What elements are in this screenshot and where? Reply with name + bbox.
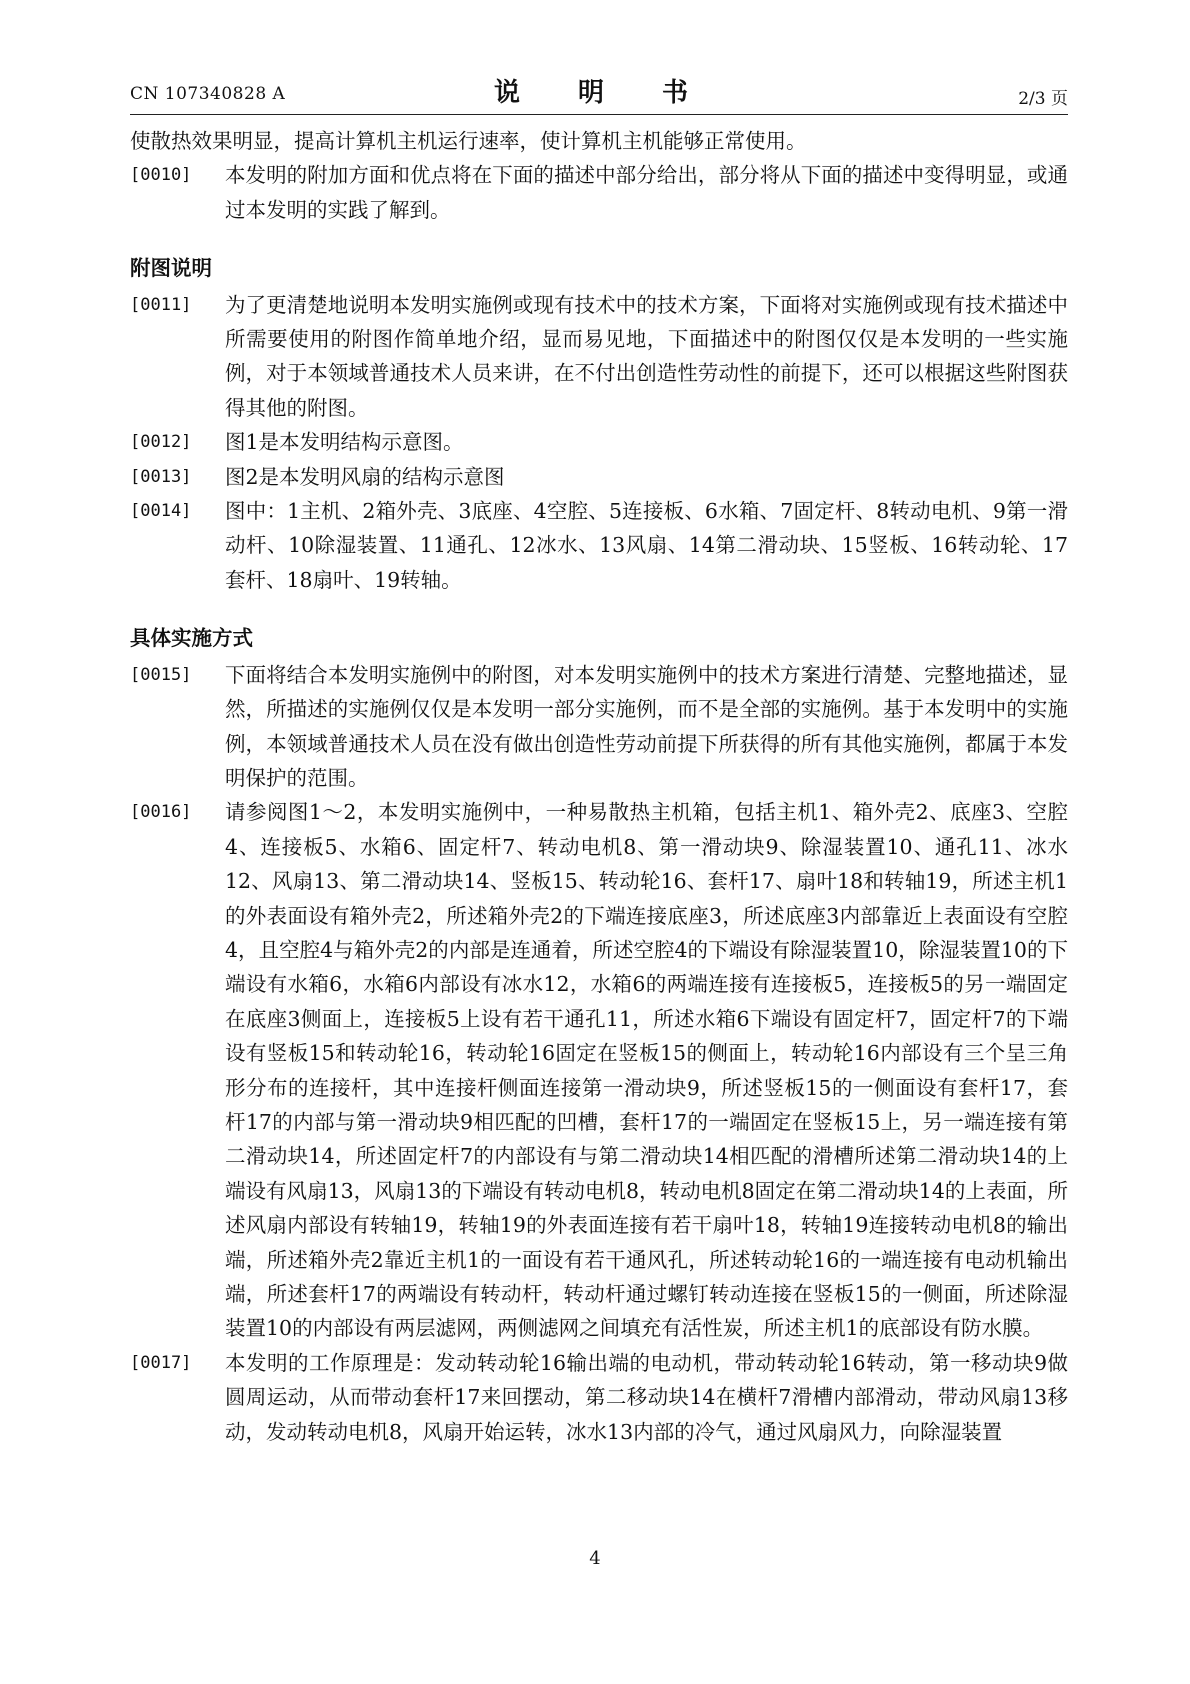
intro-continuation: 使散热效果明显，提高计算机主机运行速率，使计算机主机能够正常使用。 [130, 129, 807, 153]
paragraph-0014 [130, 494, 1068, 597]
paragraph-0016 [130, 795, 1068, 1346]
page-header [130, 70, 1068, 114]
document-body [130, 124, 1068, 1449]
publication-number: CN 107340828 A [130, 84, 286, 104]
paragraph-number: [0017] [130, 1352, 192, 1373]
section-heading-embodiment: 具体实施方式 [130, 626, 253, 651]
paragraph-text: 为了更清楚地说明本发明实施例或现有技术中的技术方案，下面将对实施例或现有技术描述中所需要使用的附图作简单地介绍，显而易见地，下面描述中的附图仅仅是本发明的一些实施例，对于本领域普通技术人员来讲，在不付出创造性劳动性的前提下，还可以根据这些附图获得其他的附图。 [225, 292, 1068, 420]
paragraph-text: 请参阅图1～2，本发明实施例中，一种易散热主机箱，包括主机1、箱外壳2、底座3、空腔4、连接板5、水箱6、固定杆7、转动电机8、第一滑动块9、除湿装置10、通孔11、冰水12、风扇13、第二滑动块14、竖板15、转动轮16、套杆17、扇叶18和转轴19，所述主机1的外表面设有箱外壳2，所述箱外壳2的下端连接底座3，所述底座3内部靠近上表面设有空腔4，且空腔4与箱外壳2的内部是连通着，所述空腔4的下端设有除湿装置10，除湿装置10的下端设有水箱6，水箱6内部设有冰水12，水箱6的两端连接有连接板5，连接板5的另一端固定在底座3侧面上，连接板5上设有若干通孔11，所述水箱6下端设有固定杆7，固定杆7的下端设有竖板15和转动轮16，转动轮16固定在竖板15的侧面上，转动轮16内部设有三个呈三角形分布的连接杆，其中连接杆侧面连接第一滑动块9，所述竖板15的一侧面设有套杆17，套杆17的内部与第一滑动块9相匹配的凹槽，套杆17的一端固定在竖板15上，另一端连接有第二滑动块14，所述固定杆7的内部设有与第二滑动块14相匹配的滑槽所述第二滑动块14的上端设有风扇13，风扇13的下端设有转动电机8，转动电机8固定在第二滑动块14的上表面，所述风扇内部设有转轴19，转轴19的外表面连接有若干扇叶18，转轴19连接转动电机8的输出端，所述箱外壳2靠近主机1的一面设有若干通风孔，所述转动轮16的一端连接有电动机输出端，所述套杆17的两端设有转动杆，转动杆通过螺钉转动连接在竖板15的一侧面，所述除湿装置10的内部设有两层滤网，两侧滤网之间填充有活性炭，所述主机1的底部设有防水膜。 [225, 800, 1068, 1341]
paragraph-0013 [130, 460, 1068, 494]
paragraph-number: [0013] [130, 466, 192, 487]
page-number: 4 [589, 1548, 601, 1569]
paragraph-0011 [130, 288, 1068, 426]
paragraph-number: [0012] [130, 432, 192, 453]
paragraph-0012 [130, 425, 1068, 459]
paragraph-0015 [130, 658, 1068, 796]
paragraph-text: 本发明的工作原理是：发动转动轮16输出端的电动机，带动转动轮16转动，第一移动块9做圆周运动，从而带动套杆17来回摆动，第二移动块14在横杆7滑槽内部滑动，带动风扇13移动，发动转动电机8，风扇开始运转，冰水13内部的冷气，通过风扇风力，向除湿装置 [225, 1350, 1068, 1444]
paragraph-number: [0015] [130, 664, 192, 685]
paragraph-0010 [130, 158, 1068, 227]
page-indicator: 2/3 页 [1018, 89, 1068, 109]
paragraph-text: 图2是本发明风扇的结构示意图 [225, 464, 505, 489]
paragraph-number: [0014] [130, 501, 192, 522]
paragraph-text: 下面将结合本发明实施例中的附图，对本发明实施例中的技术方案进行清楚、完整地描述，显然，所描述的实施例仅仅是本发明一部分实施例，而不是全部的实施例。基于本发明中的实施例，本领域普通技术人员在没有做出创造性劳动前提下所获得的所有其他实施例，都属于本发明保护的范围。 [225, 662, 1068, 790]
document-title: 说 明 书 [493, 78, 704, 108]
paragraph-text: 本发明的附加方面和优点将在下面的描述中部分给出，部分将从下面的描述中变得明显，或通过本发明的实践了解到。 [225, 163, 1068, 222]
paragraph-number: [0010] [130, 165, 192, 186]
paragraph-text: 图1是本发明结构示意图。 [225, 430, 464, 455]
paragraph-number: [0016] [130, 802, 192, 823]
paragraph-text: 图中：1主机、2箱外壳、3底座、4空腔、5连接板、6水箱、7固定杆、8转动电机、9第一滑动杆、10除湿装置、11通孔、12冰水、13风扇、14第二滑动块、15竖板、16转动轮、17套杆、18扇叶、19转轴。 [225, 499, 1068, 592]
paragraph-0017 [130, 1346, 1068, 1449]
section-heading-figures: 附图说明 [130, 256, 212, 281]
header-rule [130, 114, 1068, 115]
paragraph-number: [0011] [130, 294, 192, 315]
